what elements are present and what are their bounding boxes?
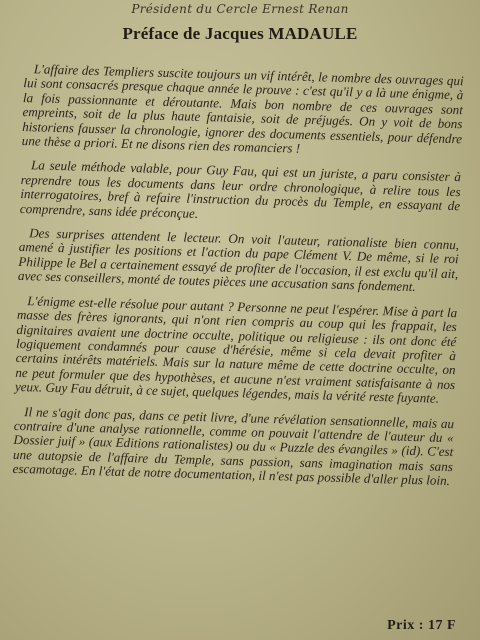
paragraph-5: Il ne s'agit donc pas, dans ce petit livre, d'une révélation sensationnelle, mais au contraire d'une analyse rationnelle, comme on pouvait l'attendre de l'auteur du « Dossier juif » (aux Editions rationalistes) ou du « Puzzle des évangiles » (id). C'est une autopsie de l'affaire du Temple, sans passion, sans imagination mais sans escamotage. En l'état de notre documentation, il n'est pas possible d'aller plus loin.	[12, 403, 455, 489]
preface-title: Préface de Jacques MADAULE	[122, 24, 358, 43]
paragraph-3: Des surprises attendent le lecteur. On voit l'auteur, rationaliste bien connu, amené à justifier les positions et l'action du pape Clément V. De même, si le roi Philippe le Bel a certainement essayé de profiter de l'occasion, il est exclu qu'il ait, avec ses conseillers, monté de toutes pièces une accusation sans fondement.	[17, 225, 460, 295]
paragraph-4: L'énigme est-elle résolue pour autant ? Personne ne peut l'espérer. Mise à part la masse des frères ignorants, qui n'ont rien compris au coup qui les frappait, les dignitaires avaient une doctrine occulte, politique ou religieuse : ils ont donc été logiquement condamnés pour cause d'hérésie, même si cela devait profiter à certains intérêts matériels. Mais sur la nature même de cette doctrine occulte, on ne peut formuler que des hypothèses, et aucune n'est vraiment satisfaisante à nos yeux. Guy Fau détruit, à ce sujet, quelques légendes, mais la vérité reste fuyante.	[14, 292, 458, 406]
author-affiliation: Président du Cercle Ernest Renan	[131, 2, 349, 16]
paragraph-1: L'affaire des Templiers suscite toujours un vif intérêt, le nombre des ouvrages qui lui sont consacrés presque chaque année le prouve : c'est qu'il y a là une énigme, à la fois passionnante et déroutante. Mais bon nombre de ces ouvrages sont empreints, soit de la plus haute fantaisie, soit de préjugés. On y voit de bons historiens fausser la chronologie, ignorer des documents essentiels, pour défendre une thèse a priori. Et ne disons rien des romanciers !	[21, 61, 464, 156]
price-label: Prix : 17 F	[387, 618, 456, 633]
preface-body	[12, 62, 464, 499]
paragraph-2: La seule méthode valable, pour Guy Fau, qui est un juriste, a paru consister à reprendre tous les documents dans leur ordre chronologique, à relire tous les interrogatoires, bref à refaire l'instruction du procès du Temple, en essayant de comprendre, sans idée préconçue.	[19, 157, 462, 221]
